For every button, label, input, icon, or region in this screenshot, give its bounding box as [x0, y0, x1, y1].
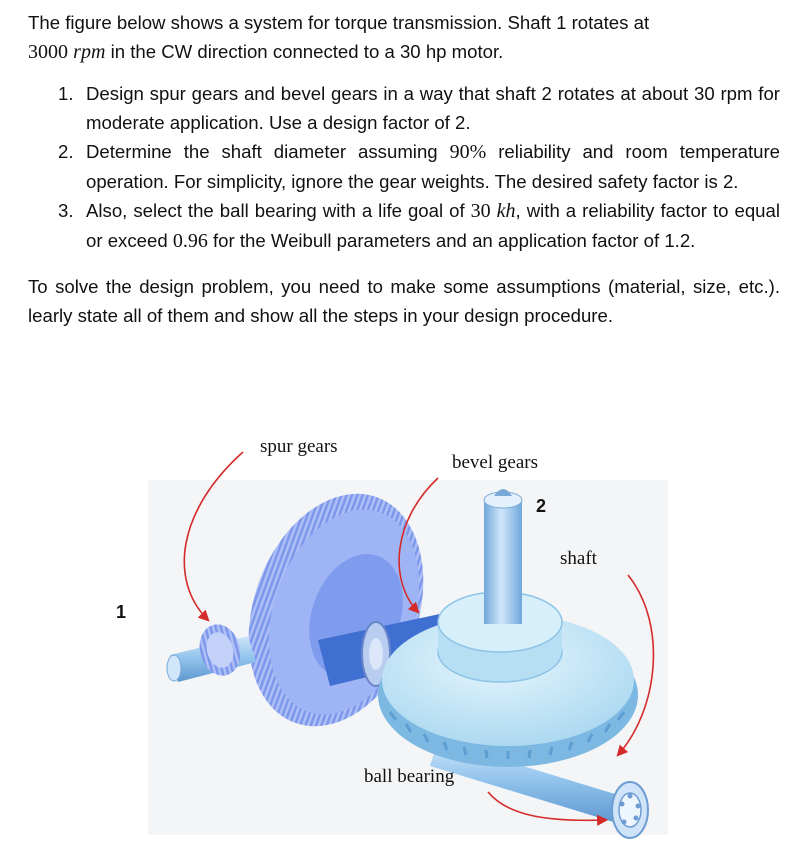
label-bevel-gears: bevel gears [452, 452, 538, 473]
label-shaft-1: 1 [116, 602, 127, 622]
reliability-value: 0.96 [172, 230, 208, 252]
task-text-post: reliability and room temperature operation. For simplicity, ignore the gear weights. The desired safety factor is 2. [86, 141, 780, 192]
gear-system-figure [108, 436, 678, 840]
task-text-post: for the Weibull parameters and an application factor of 1.2. [207, 230, 696, 251]
task-text-pre: Also, select the ball bearing with a life goal of [86, 200, 471, 221]
vertical-shaft-2 [484, 489, 522, 624]
problem-statement [28, 8, 780, 330]
label-shaft-2: 2 [536, 496, 547, 516]
task-text-pre: Determine the shaft diameter assuming [86, 141, 450, 162]
reliability-percent: 90% [449, 141, 487, 163]
life-value: 30 [470, 200, 491, 222]
task-number: 1. [58, 83, 74, 104]
task-text: Design spur gears and bevel gears in a way that shaft 2 rotates at about 30 rpm for moderate application. Use a design factor of 2. [86, 83, 780, 133]
task-text-mid: , with a reliability factor to equal or exceed [86, 200, 780, 251]
intro-text-2: in the CW direction connected to a 30 hp motor. [105, 41, 504, 62]
life-unit: kh [496, 200, 516, 222]
rpm-value: 3000 [28, 41, 68, 63]
task-number: 3. [58, 200, 74, 221]
task-number: 2. [58, 141, 74, 162]
intro-paragraph [28, 8, 780, 67]
label-spur-gears: spur gears [260, 436, 338, 457]
rpm-unit: rpm [73, 41, 106, 63]
ball-bearing [612, 782, 648, 838]
label-shaft: shaft [560, 548, 597, 569]
closing-paragraph: To solve the design problem, you need to make some assumptions (material, size, etc.). learly state all of them and show all the steps in your design procedure. [28, 276, 780, 326]
task-list [28, 79, 780, 256]
label-ball-bearing: ball bearing [364, 766, 455, 787]
task-item [28, 137, 780, 196]
task-item [28, 79, 780, 137]
task-item [28, 196, 780, 256]
intro-text-1: The figure below shows a system for torque transmission. Shaft 1 rotates at [28, 12, 650, 33]
